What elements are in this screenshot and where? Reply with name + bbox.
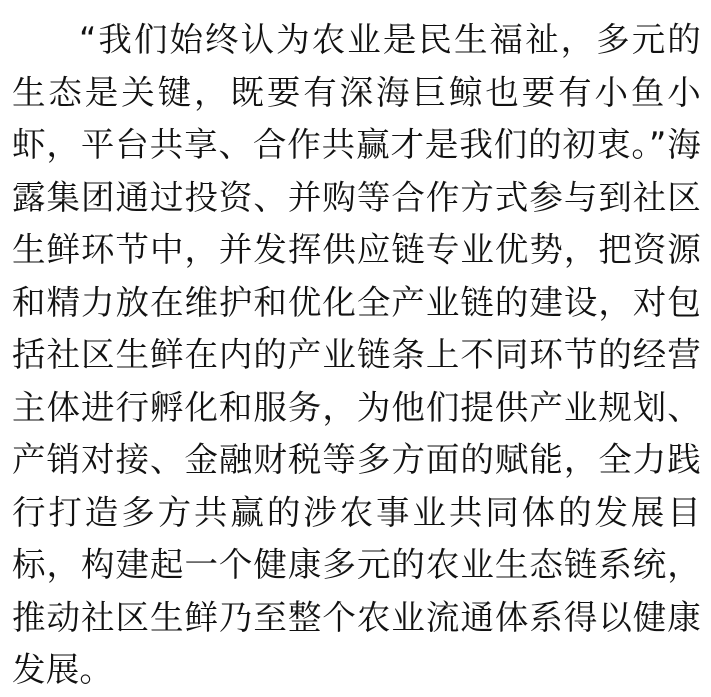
body-paragraph: “我们始终认为农业是民生福祉，多元的生态是关键，既要有深海巨鲸也要有小鱼小虾，平台共享、合作共赢才是我们的初衷。”海露集团通过投资、并购等合作方式参与到社区生鲜环节中，并发挥供应链专业优势，把资源和精力放在维护和优化全产业链的建设，对包括社区生鲜在内的产业链条上不同环节的经营主体进行孵化和服务，为他们提供产业规划、产销对接、金融财税等多方面的赋能，全力践行打造多方共赢的涉农事业共同体的发展目标，构建起一个健康多元的农业生态链系统，推动社区生鲜乃至整个农业流通体系得以健康发展。	[12, 20, 701, 689]
